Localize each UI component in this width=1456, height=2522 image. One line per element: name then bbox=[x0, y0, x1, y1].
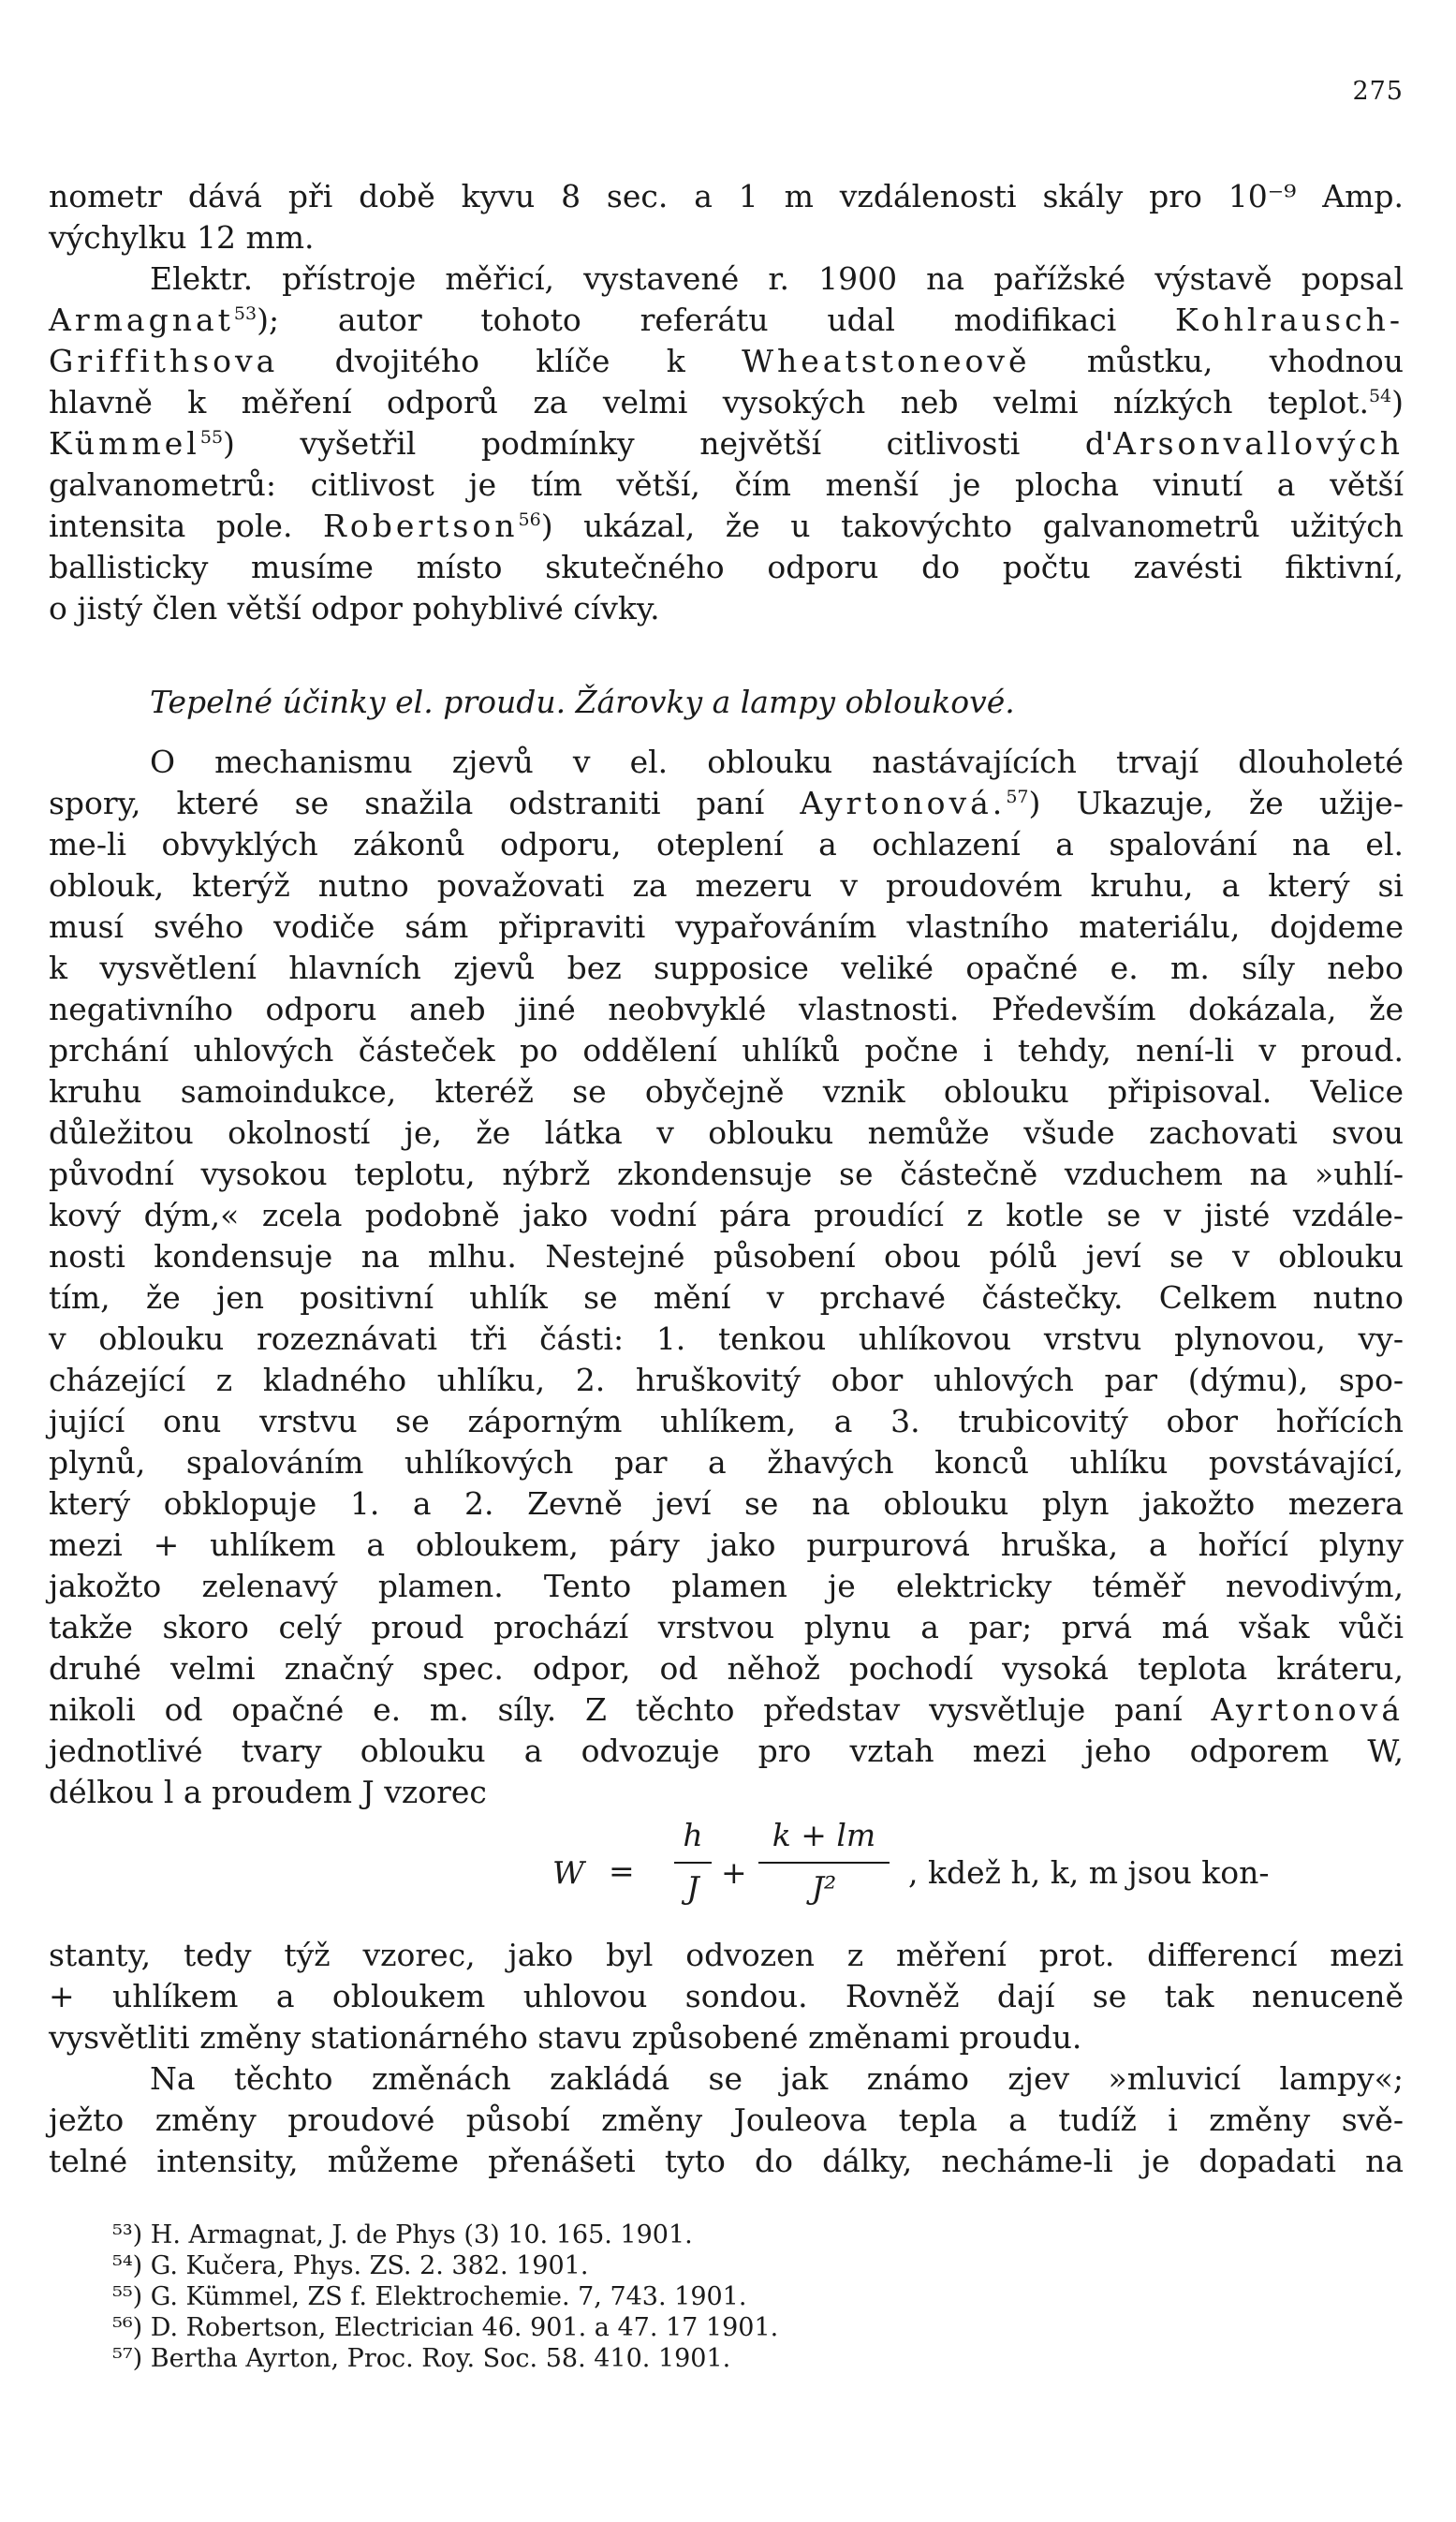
author-name: Ayrtonová. bbox=[800, 785, 1007, 821]
fraction-1 bbox=[674, 1817, 712, 1906]
text-line bbox=[49, 423, 1404, 465]
footnote-ref: 57 bbox=[1006, 787, 1029, 807]
text-line bbox=[49, 341, 1404, 382]
formula-equals: = bbox=[609, 1852, 635, 1889]
text-line: plynů, spalováním uhlíkových par a žhavých konců uhlíku povstávající, bbox=[49, 1444, 1404, 1481]
footnote-number: ⁵⁶) bbox=[112, 2313, 143, 2342]
text-line: mezi + uhlíkem a obloukem, páry jako purpurová hruška, a hořící plyny bbox=[49, 1526, 1404, 1563]
text-line: jakožto zelenavý plamen. Tento plamen je elektricky téměř nevodivým, bbox=[49, 1568, 1404, 1604]
formula-trailing-text: , kdež h, k, m jsou kon- bbox=[908, 1854, 1270, 1891]
formula-lhs: W bbox=[552, 1854, 584, 1891]
footnote-text: D. Robertson, Electrician 46. 901. a 47. 17 1901. bbox=[150, 2313, 779, 2342]
text-run: ) ukázal, že u takovýchto galvanometrů užitých bbox=[540, 508, 1404, 544]
text-line: me-li obvyklých zákonů odporu, oteplení a ochlazení a spalování na el. bbox=[49, 826, 1404, 863]
text-line: Elektr. přístroje měřicí, vystavené r. 1900 na pařížské výstavě popsal bbox=[150, 260, 1404, 297]
text-line: jednotlivé tvary oblouku a odvozuje pro vztah mezi jeho odporem W, bbox=[49, 1733, 1404, 1769]
footnote bbox=[112, 2220, 778, 2250]
text-run: spory, které se snažila odstraniti paní bbox=[49, 785, 801, 821]
text-line: důležitou okolností je, že látka v oblouku nemůže všude zachovati svou bbox=[49, 1114, 1404, 1151]
fraction-bar bbox=[758, 1862, 890, 1864]
author-name: Griffithsova bbox=[49, 343, 279, 379]
footnote-ref: 56 bbox=[518, 509, 541, 530]
fraction-2-denominator: J² bbox=[811, 1869, 837, 1906]
text-line: galvanometrů: citlivost je tím větší, čím menší je plocha vinutí a větší bbox=[49, 466, 1404, 503]
footnote-text: H. Armagnat, J. de Phys (3) 10. 165. 1901. bbox=[150, 2220, 693, 2249]
text-line bbox=[49, 1689, 1404, 1731]
footnote-number: ⁵³) bbox=[112, 2220, 143, 2249]
paragraph-5 bbox=[49, 2058, 1404, 2182]
text-line: O mechanismu zjevů v el. oblouku nastávajících trvají dlouholeté bbox=[150, 744, 1404, 780]
footnote-text: G. Kümmel, ZS f. Elektrochemie. 7, 743. 1901. bbox=[150, 2282, 747, 2311]
text-line: výchylku 12 mm. bbox=[49, 219, 315, 256]
fraction-1-denominator: J bbox=[686, 1869, 699, 1906]
text-line: takže skoro celý proud prochází vrstvou plynu a par; prvá má však vůči bbox=[49, 1609, 1404, 1645]
author-name: Ayrtonová bbox=[1211, 1691, 1404, 1728]
text-run: můstku, vhodnou bbox=[1030, 343, 1404, 379]
author-name: Wheatstoneově bbox=[742, 343, 1031, 379]
author-name: Kohlrausch- bbox=[1175, 302, 1404, 338]
text-line: o jistý člen větší odpor pohyblivé cívky. bbox=[49, 590, 660, 627]
footnote-number: ⁵⁵) bbox=[112, 2282, 143, 2311]
section-heading: Tepelné účinky el. proudu. Žárovky a lampy obloukové. bbox=[150, 684, 1015, 720]
author-name: Robertson bbox=[323, 508, 519, 544]
text-line: stanty, tedy týž vzorec, jako byl odvozen z měření prot. differencí mezi bbox=[49, 1937, 1404, 1973]
footnote-text: G. Kučera, Phys. ZS. 2. 382. 1901. bbox=[150, 2251, 589, 2280]
footnote bbox=[112, 2281, 778, 2312]
text-run: ) vyšetřil podmínky největší citlivosti d' bbox=[223, 425, 1114, 462]
paragraph-1 bbox=[49, 176, 1404, 258]
text-line: vysvětliti změny stationárného stavu způsobené změnami proudu. bbox=[49, 2019, 1082, 2056]
footnote bbox=[112, 2312, 778, 2343]
footnote-number: ⁵⁷) bbox=[112, 2344, 143, 2373]
text-line: cházející z kladného uhlíku, 2. hruškovitý obor uhlových par (dýmu), spo- bbox=[49, 1362, 1404, 1398]
text-line: tím, že jen positivní uhlík se mění v prchavé částečky. Celkem nutno bbox=[49, 1279, 1404, 1316]
text-line: kruhu samoindukce, kteréž se obyčejně vznik oblouku připisoval. Velice bbox=[49, 1073, 1404, 1110]
fraction-2-numerator: k + lm bbox=[772, 1817, 876, 1853]
text-line: ježto změny proudové působí změny Jouleova tepla a tudíž i změny svě- bbox=[49, 2102, 1404, 2138]
footnote bbox=[112, 2343, 778, 2374]
text-line: nosti kondensuje na mlhu. Nestejné působení obou pólů jeví se v oblouku bbox=[49, 1238, 1404, 1275]
text-line: jující onu vrstvu se záporným uhlíkem, a 3. trubicovitý obor hořících bbox=[49, 1403, 1404, 1439]
text-line: který obklopuje 1. a 2. Zevně jeví se na oblouku plyn jakožto mezera bbox=[49, 1485, 1404, 1522]
text-line: v oblouku rozeznávati tři části: 1. tenkou uhlíkovou vrstvu plynovou, vy- bbox=[49, 1320, 1404, 1357]
footnote-ref: 54 bbox=[1368, 386, 1392, 406]
formula-plus: + bbox=[721, 1854, 747, 1891]
text-line: délkou l a proudem J vzorec bbox=[49, 1774, 487, 1810]
fraction-2 bbox=[758, 1817, 890, 1906]
text-run: nikoli od opačné e. m. síly. Z těchto představ vysvětluje paní bbox=[49, 1691, 1212, 1728]
text-line: ballisticky musíme místo skutečného odporu do počtu zavésti fiktivní, bbox=[49, 549, 1404, 585]
footnote bbox=[112, 2250, 778, 2281]
author-name: Arsonvallových bbox=[1113, 425, 1404, 462]
text-line bbox=[49, 783, 1404, 824]
text-line: kový dým,« zcela podobně jako vodní pára proudící z kotle se v jisté vzdále- bbox=[49, 1197, 1404, 1233]
text-line bbox=[49, 300, 1404, 341]
author-name: Armagnat bbox=[49, 302, 234, 338]
footnote-text: Bertha Ayrton, Proc. Roy. Soc. 58. 410. 1901. bbox=[150, 2344, 731, 2373]
author-name: Kümmel bbox=[49, 425, 200, 462]
text-run: ); autor tohoto referátu udal modifikaci bbox=[257, 302, 1117, 338]
text-line: nometr dává při době kyvu 8 sec. a 1 m vzdálenosti skály pro 10⁻⁹ Amp. bbox=[49, 178, 1404, 214]
footnote-ref: 53 bbox=[233, 303, 257, 324]
text-line: původní vysokou teplotu, nýbrž zkondensuje se částečně vzduchem na »uhlí- bbox=[49, 1156, 1404, 1192]
text-line: hlavně k měření odporů za velmi vysokých neb velmi nízkých teplot.$^{54}$) bbox=[49, 384, 1404, 420]
paragraph-2 bbox=[49, 258, 1404, 629]
text-line bbox=[49, 506, 1404, 547]
fraction-1-numerator: h bbox=[683, 1817, 703, 1853]
text-line: oblouk, kterýž nutno považovati za mezeru v proudovém kruhu, a který si bbox=[49, 867, 1404, 904]
text-run: ) Ukazuje, že užije- bbox=[1028, 785, 1404, 821]
paragraph-4 bbox=[49, 1935, 1404, 2058]
text-run: dvojitého klíče k bbox=[278, 343, 743, 379]
text-run: intensita pole. bbox=[49, 508, 324, 544]
text-line: prchání uhlových částeček po oddělení uhlíků počne i tehdy, není-li v proud. bbox=[49, 1032, 1404, 1069]
text-line: telné intensity, můžeme přenášeti tyto do dálky, necháme-li je dopadati na bbox=[49, 2143, 1404, 2179]
text-line: + uhlíkem a obloukem uhlovou sondou. Rovněž dají se tak nenuceně bbox=[49, 1978, 1404, 2014]
paragraph-3 bbox=[49, 742, 1404, 1813]
text-line: druhé velmi značný spec. odpor, od něhož pochodí vysoká teplota kráteru, bbox=[49, 1650, 1404, 1687]
text-line: Na těchto změnách zakládá se jak známo zjev »mluvicí lampy«; bbox=[150, 2060, 1404, 2097]
text-line: k vysvětlení hlavních zjevů bez supposice veliké opačné e. m. síly nebo bbox=[49, 950, 1404, 986]
footnotes bbox=[112, 2220, 778, 2374]
fraction-bar bbox=[674, 1862, 712, 1864]
footnote-number: ⁵⁴) bbox=[112, 2251, 143, 2280]
text-line: negativního odporu aneb jiné neobvyklé vlastnosti. Především dokázala, že bbox=[49, 991, 1404, 1027]
formula bbox=[552, 1817, 1414, 1929]
text-line: musí svého vodiče sám připraviti vypařováním vlastního materiálu, dojdeme bbox=[49, 908, 1404, 945]
text-run: hlavně k měření odporů za velmi vysokých neb velmi nízkých teplot. bbox=[49, 384, 1369, 420]
page-number: 275 bbox=[1352, 77, 1404, 106]
footnote-ref: 55 bbox=[199, 427, 224, 448]
